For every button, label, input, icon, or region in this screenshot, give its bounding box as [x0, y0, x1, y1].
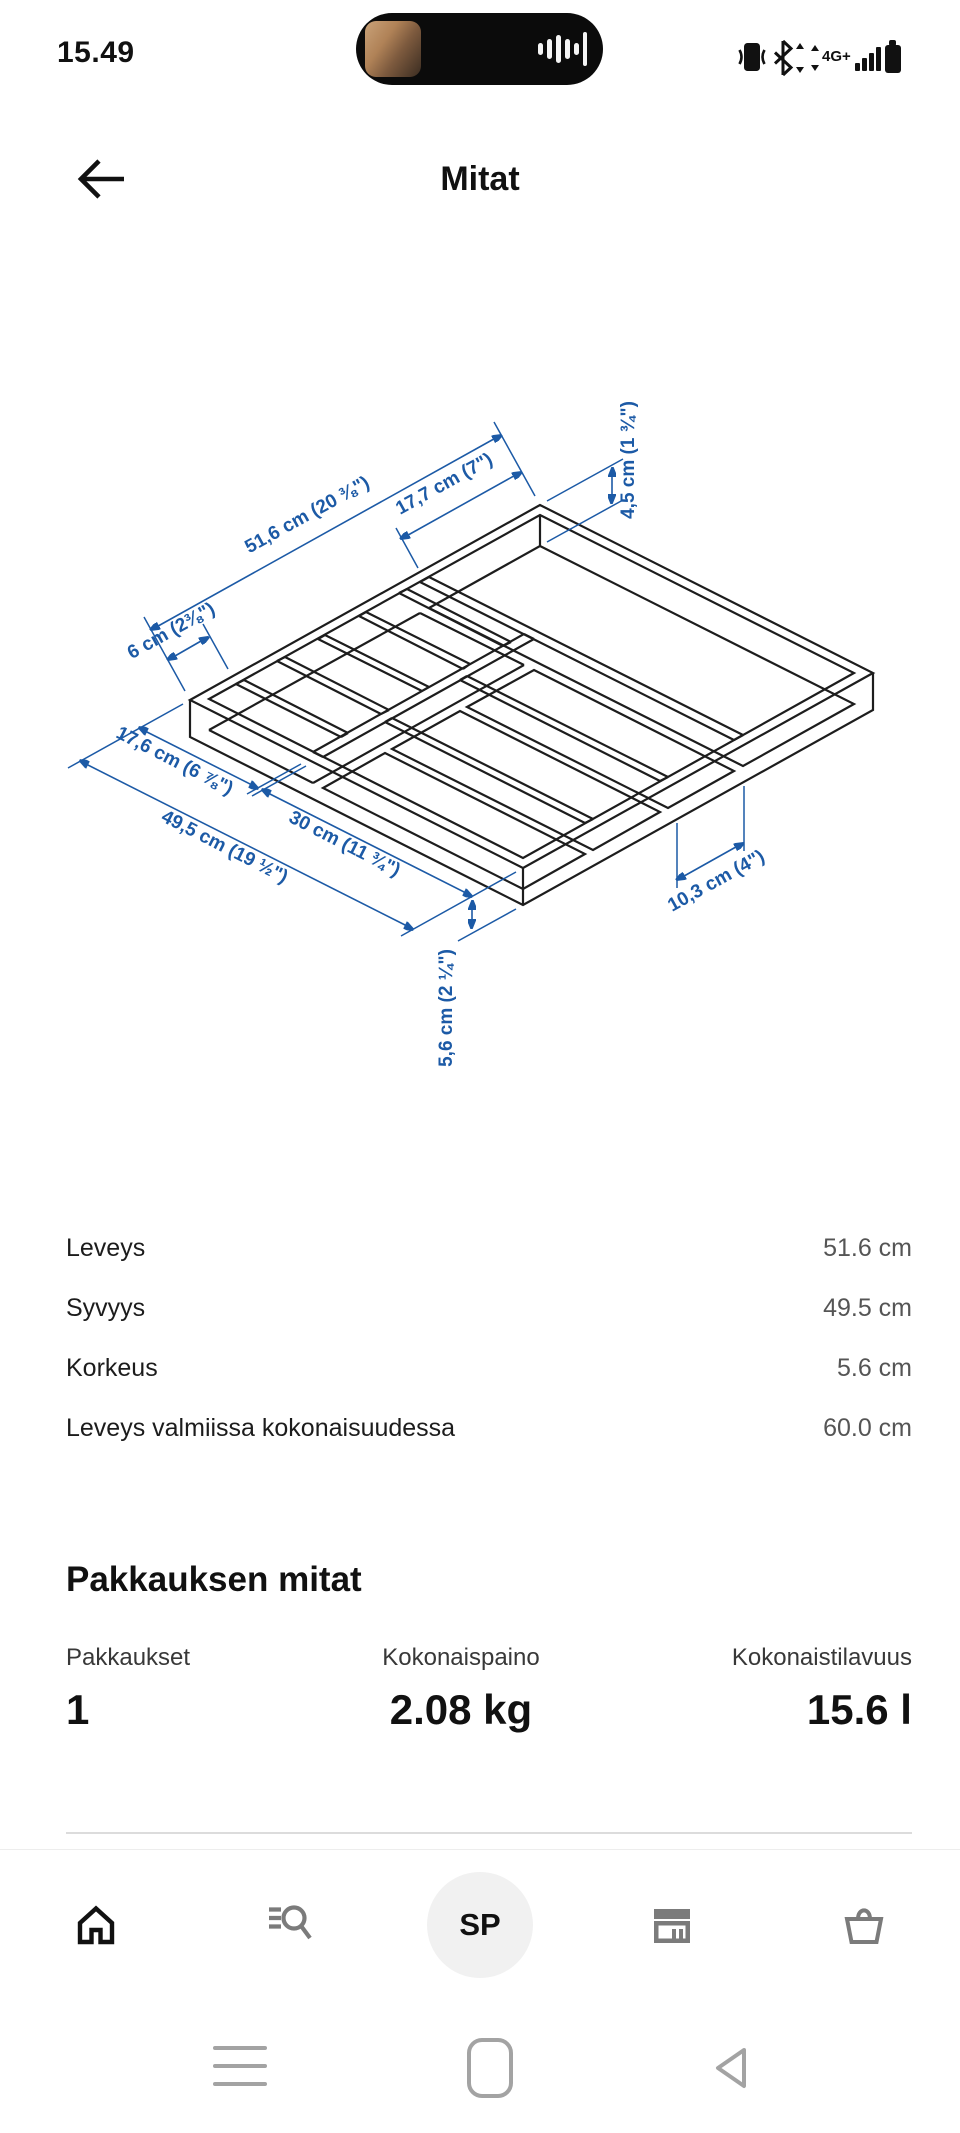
spec-row-depth [66, 1278, 912, 1338]
status-time: 15.49 [57, 36, 135, 69]
spec-value: 60.0 cm [823, 1413, 912, 1442]
dim-slot-depth-label: 17,6 cm (6 ⅞") [112, 722, 237, 800]
profile-avatar [427, 1872, 533, 1978]
dim-height-label: 5,6 cm (2 ¼") [436, 949, 457, 1067]
stat-total-volume [732, 1644, 912, 1734]
stat-label: Pakkaukset [66, 1644, 191, 1671]
search-icon [263, 1902, 313, 1948]
nav-item-store[interactable] [576, 1850, 768, 2000]
stat-value: 15.6 l [806, 1686, 912, 1733]
spec-value: 51.6 cm [823, 1233, 912, 1262]
nav-item-profile[interactable] [384, 1850, 576, 2000]
avatar-initials: SP [459, 1907, 501, 1942]
spec-row-assembled-width [66, 1398, 912, 1458]
dim-front-width-label: 10,3 cm (4") [664, 846, 769, 917]
back-triangle-icon [718, 2050, 744, 2086]
basket-icon [841, 1902, 887, 1948]
home-square-icon [469, 2040, 511, 2096]
stat-total-weight [382, 1644, 539, 1734]
stat-value: 2.08 kg [389, 1686, 533, 1733]
nav-item-basket[interactable] [768, 1850, 960, 2000]
page-title: Mitat [440, 160, 520, 198]
stat-label: Kokonaistilavuus [731, 1644, 912, 1671]
spec-row-width [66, 1218, 912, 1278]
network-type-label: 4G+ [822, 48, 851, 65]
dim-inner-height-label: 4,5 cm (1 ¾") [618, 401, 639, 519]
android-menu-button[interactable] [213, 2046, 267, 2086]
section-divider [66, 1832, 912, 1834]
spec-label: Leveys [66, 1233, 146, 1262]
spec-value: 49.5 cm [823, 1293, 912, 1322]
spec-label: Korkeus [66, 1353, 158, 1382]
package-stats [66, 1644, 912, 1734]
nav-item-home[interactable] [0, 1850, 192, 2000]
spec-value: 5.6 cm [836, 1353, 912, 1382]
package-section-heading: Pakkauksen mitat [66, 1560, 362, 1599]
dim-right-compartment-label: 17,7 cm (7") [392, 449, 497, 520]
spec-label: Leveys valmiissa kokonaisuudessa [66, 1413, 456, 1442]
stat-value: 1 [66, 1686, 90, 1733]
bottom-navigation [0, 1849, 960, 2000]
dim-slot-width-label: 6 cm (2⅜") [123, 598, 219, 664]
dim-front-depth-label: 30 cm (11 ¾") [285, 807, 404, 882]
dim-depth-label: 49,5 cm (19 ½") [157, 806, 292, 888]
spec-label: Syvyys [66, 1293, 146, 1322]
android-back-button[interactable] [710, 2046, 752, 2090]
home-icon [73, 1902, 119, 1948]
spec-row-height [66, 1338, 912, 1398]
store-icon [649, 1902, 695, 1948]
android-home-button[interactable] [465, 2036, 515, 2100]
stat-packages [66, 1644, 190, 1734]
nav-item-search[interactable] [192, 1850, 384, 2000]
cutlery-tray-outline [190, 505, 873, 905]
dimensions-list [66, 1218, 912, 1458]
stat-label: Kokonaispaino [382, 1644, 540, 1671]
dim-width-label: 51,6 cm (20 ⅜") [241, 472, 374, 559]
